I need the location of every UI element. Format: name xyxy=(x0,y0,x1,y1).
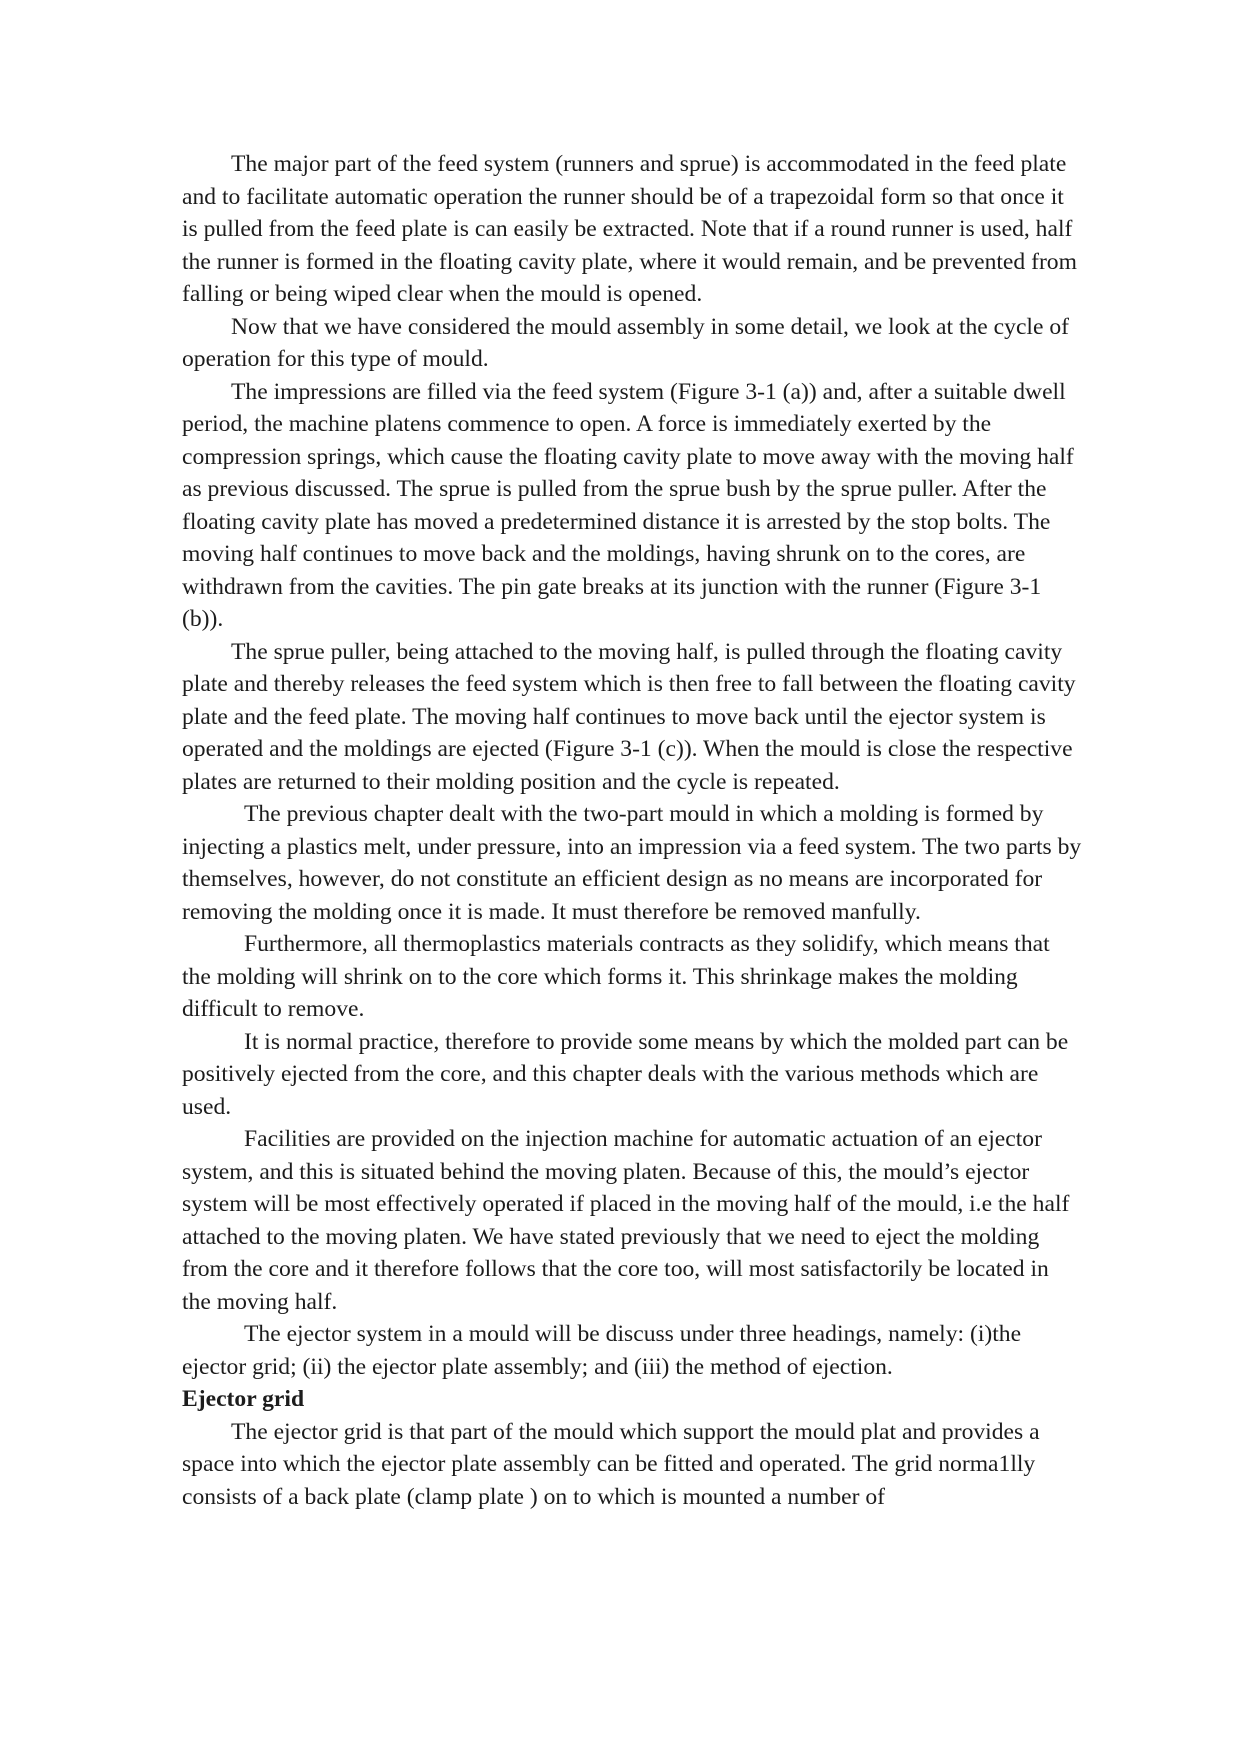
paragraph-shrinkage: Furthermore, all thermoplastics materials contracts as they solidify, which means that the molding will shrink on to the core which forms it. This shrinkage makes the molding difficult to remove. xyxy=(182,931,1050,1022)
paragraph-normal-practice: It is normal practice, therefore to provide some means by which the molded part can be positively ejected from the core, and this chapter deals with the various methods which are used. xyxy=(182,1028,1069,1120)
paragraph-cycle-intro: Now that we have considered the mould assembly in some detail, we look at the cycle of operation for this type of mould. xyxy=(182,313,1069,372)
paragraph-three-headings: The ejector system in a mould will be discuss under three headings, namely: (i)the ejector grid; (ii) the ejector plate assembly; and (iii) the method of ejection. xyxy=(182,1321,1022,1380)
paragraph-sprue-puller: The sprue puller, being attached to the moving half, is pulled through the floating cavity plate and thereby releases the feed system which is then free to fall between the floating cavity plate and the feed plate. The moving half continues to move back until the ejector system is operated and the moldings are ejected (Figure 3-1 (c)). When the mould is close the respective plates are returned to their molding position and the cycle is repeated. xyxy=(182,638,1076,795)
paragraph-impressions-filled: The impressions are filled via the feed system (Figure 3-1 (a)) and, after a suitable dwell period, the machine platens commence to open. A force is immediately exerted by the compression springs, which cause the floating cavity plate to move away with the moving half as previous discussed. The sprue is pulled from the sprue bush by the sprue puller. After the floating cavity plate has moved a predetermined distance it is arrested by the stop bolts. The moving half continues to move back and the moldings, having shrunk on to the cores, are withdrawn from the cavities. The pin gate breaks at its junction with the runner (Figure 3-1 (b)). xyxy=(182,378,1074,632)
paragraph-two-part-mould: The previous chapter dealt with the two-part mould in which a molding is formed by injecting a plastics melt, under pressure, into an impression via a feed system. The two parts by themselves, however, do not constitute an efficient design as no means are incorporated for removing the molding once it is made. It must therefore be removed manfully. xyxy=(182,801,1082,925)
paragraph-feed-system: The major part of the feed system (runners and sprue) is accommodated in the feed plate and to facilitate automatic operation the runner should be of a trapezoidal form so that once it is pulled from the feed plate is can easily be extracted. Note that if a round runner is used, half the runner is formed in the floating cavity plate, where it would remain, and be prevented from falling or being wiped clear when the mould is opened. xyxy=(182,151,1077,307)
document-body xyxy=(182,148,1082,1513)
section-heading-ejector-grid: Ejector grid xyxy=(182,1386,305,1412)
paragraph-ejector-grid: The ejector grid is that part of the mould which support the mould plat and provides a space into which the ejector plate assembly can be fitted and operated. The grid norma1lly consists of a back plate (clamp plate ) on to which is mounted a number of xyxy=(182,1418,1040,1510)
paragraph-ejector-actuation: Facilities are provided on the injection machine for automatic actuation of an ejector system, and this is situated behind the moving platen. Because of this, the mould’s ejector system will be most effectively operated if placed in the moving half of the mould, i.e the half attached to the moving platen. We have stated previously that we need to eject the molding from the core and it therefore follows that the core too, will most satisfactorily be located in the moving half. xyxy=(182,1126,1070,1315)
